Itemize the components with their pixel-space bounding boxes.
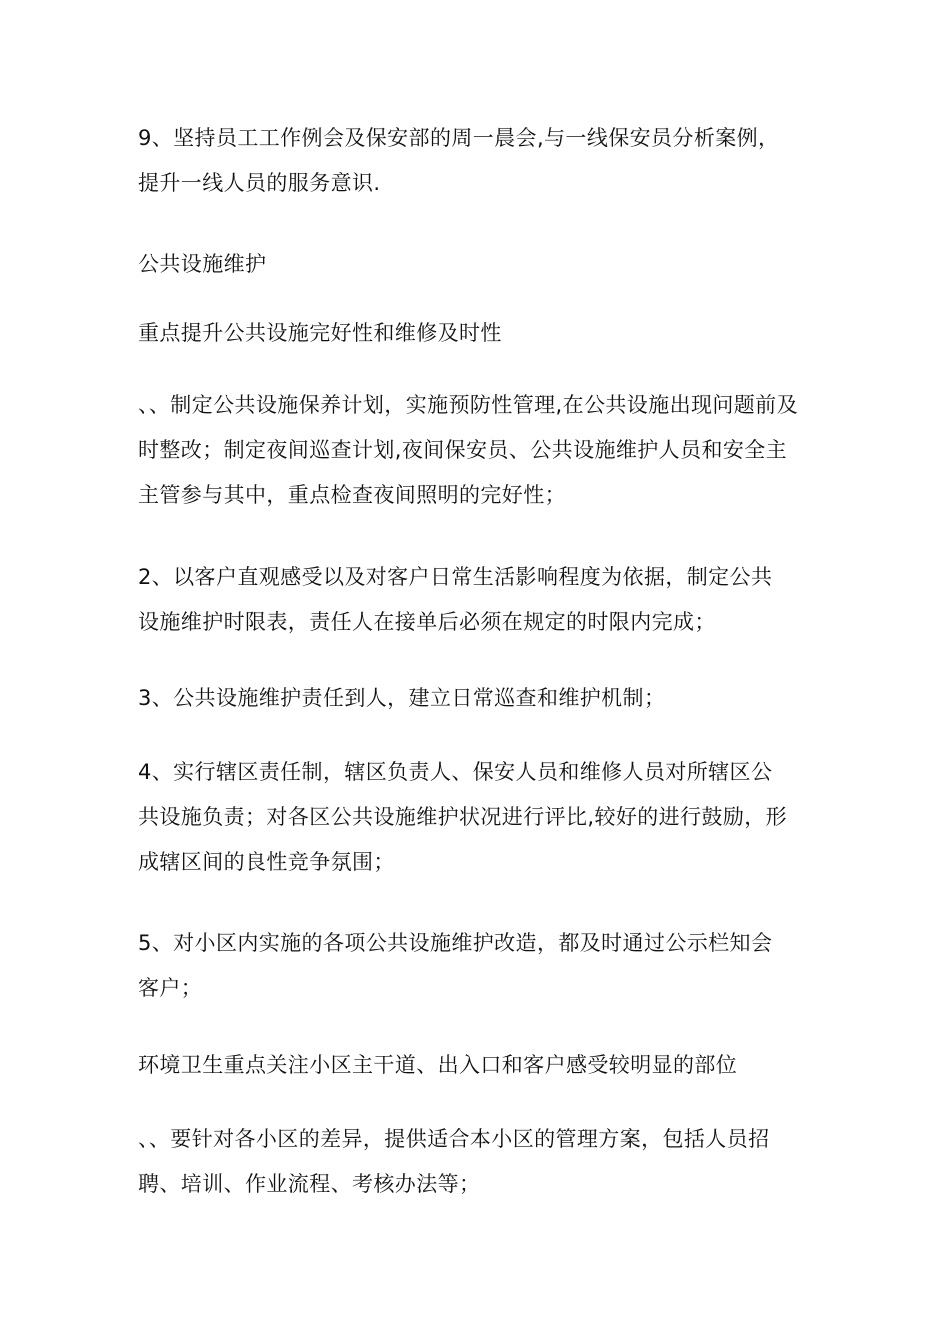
- section-subheading-facility-focus: [138, 311, 828, 356]
- text-line: 环境卫生重点关注小区主干道、出入口和客户感受较明显的部位: [138, 1053, 738, 1077]
- text-line: 公共设施维护: [138, 252, 267, 276]
- paragraph-item-4: [138, 750, 828, 885]
- text-line: 3、公共设施维护责任到人，建立日常巡查和维护机制；: [138, 686, 666, 710]
- text-line: 提升一线人员的服务意识.: [138, 171, 381, 195]
- paragraph-item-2: [138, 555, 828, 645]
- text-line: 2、以客户直观感受以及对客户日常生活影响程度为依据，制定公共: [138, 565, 773, 589]
- paragraph-item-1-environment: [138, 1117, 828, 1207]
- text-line: 4、实行辖区责任制，辖区负责人、保安人员和维修人员对所辖区公: [138, 760, 773, 784]
- text-line: 聘、培训、作业流程、考核办法等；: [138, 1172, 481, 1196]
- text-line: 、、制定公共设施保养计划，实施预防性管理,在公共设施出现问题前及: [138, 393, 798, 417]
- section-heading-public-facilities: [138, 242, 828, 287]
- text-line: 成辖区间的良性竞争氛围；: [138, 850, 395, 874]
- text-line: 共设施负责；对各区公共设施维护状况进行评比,较好的进行鼓励，形: [138, 805, 788, 829]
- paragraph-item-9: [138, 116, 828, 206]
- text-line: 主管参与其中，重点检查夜间照明的完好性；: [138, 483, 566, 507]
- text-line: 客户；: [138, 976, 203, 1000]
- paragraph-item-5: [138, 921, 828, 1011]
- paragraph-item-1-facilities: [138, 383, 828, 518]
- text-line: 、、要针对各小区的差异，提供适合本小区的管理方案，包括人员招: [138, 1127, 770, 1151]
- section-heading-environment: [138, 1043, 828, 1088]
- text-line: 5、对小区内实施的各项公共设施维护改造，都及时通过公示栏知会: [138, 931, 773, 955]
- text-line: 时整改；制定夜间巡查计划,夜间保安员、公共设施维护人员和安全主: [138, 438, 788, 462]
- paragraph-item-3: [138, 676, 828, 721]
- text-line: 设施维护时限表，责任人在接单后必须在规定的时限内完成；: [138, 610, 716, 634]
- text-line: 重点提升公共设施完好性和维修及时性: [138, 321, 502, 345]
- text-line: 9、坚持员工工作例会及保安部的周一晨会,与一线保安员分析案例，: [138, 126, 780, 150]
